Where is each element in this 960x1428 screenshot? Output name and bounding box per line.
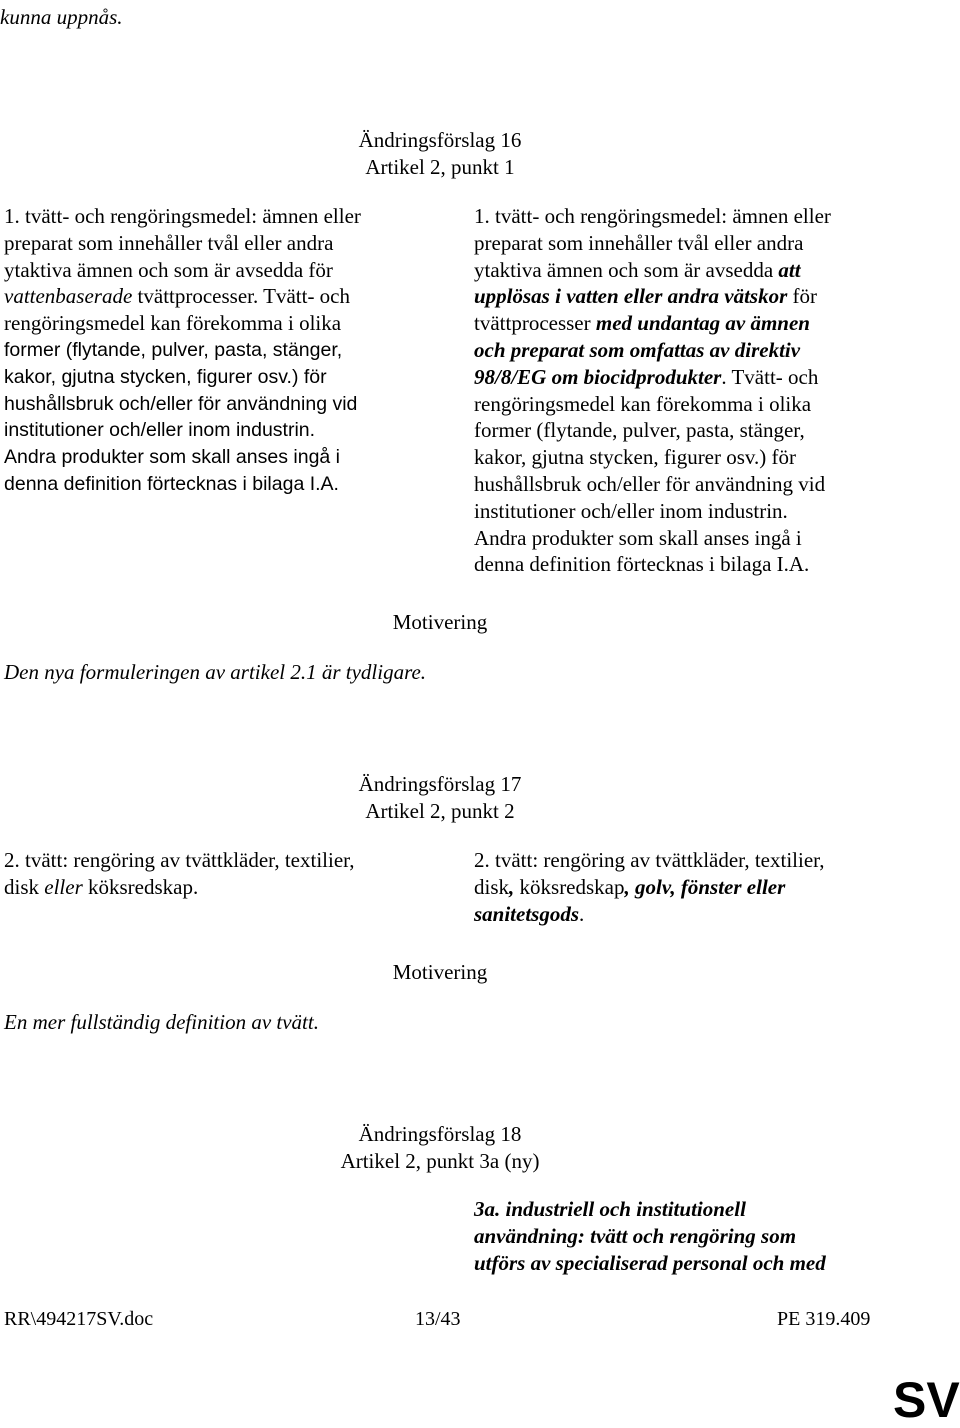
amendment-heading: Ändringsförslag 16 <box>358 128 522 152</box>
inserted-text: att <box>778 257 801 282</box>
inserted-text: sanitetsgods <box>474 901 580 926</box>
text-line <box>4 283 361 310</box>
justification-text-span: Den nya formuleringen av artikel 2.1 är tydligare. <box>4 660 427 684</box>
amendment-heading: Ändringsförslag 17 <box>358 772 522 796</box>
inserted-text: , <box>509 874 515 899</box>
article-reference: Artikel 2, punkt 3a (ny) <box>340 1148 540 1173</box>
text-line <box>474 874 825 901</box>
inserted-text: 3a. industriell och institutionell <box>474 1197 746 1221</box>
text-line: former (flytande, pulver, pasta, stänger, <box>474 418 805 443</box>
text-line: ytaktiva ämnen och som är avsedda för <box>4 257 333 282</box>
footer-page-number: 13/43 <box>415 1308 461 1330</box>
original-text-column <box>4 203 361 498</box>
text-line <box>474 901 825 928</box>
justification-heading-text: Motivering <box>392 960 488 984</box>
text-line: 1. tvätt- och rengöringsmedel: ämnen eller <box>4 204 361 228</box>
text-line <box>474 283 831 310</box>
text-span: köksredskap <box>514 874 625 899</box>
text-line: hushållsbruk och/eller för användning vid <box>4 392 358 415</box>
text-line: institutioner och/eller inom industrin. <box>474 498 788 523</box>
carried-over-fragment: kunna uppnås. <box>0 5 123 29</box>
text-line <box>474 257 831 284</box>
article-reference: Artikel 2, punkt 1 <box>365 154 515 179</box>
justification-heading <box>0 959 880 986</box>
text-span: för <box>787 284 818 309</box>
amendment-heading: Ändringsförslag 18 <box>358 1122 522 1146</box>
text-line: 1. tvätt- och rengöringsmedel: ämnen eller <box>474 204 831 228</box>
deleted-text: vattenbaserade <box>4 284 133 309</box>
footer-pe-reference: PE 319.409 <box>777 1308 871 1330</box>
inserted-text: , golv, fönster eller <box>624 874 786 899</box>
text-line: kakor, gjutna stycken, figurer osv.) för <box>4 365 327 388</box>
text-span: disk <box>474 874 510 899</box>
deleted-text: eller <box>44 874 83 899</box>
text-line: kakor, gjutna stycken, figurer osv.) för <box>474 445 797 470</box>
inserted-text: 98/8/EG om biocidprodukter <box>474 364 722 389</box>
justification-text <box>4 1009 319 1036</box>
text-span: disk <box>4 874 45 899</box>
article-reference: Artikel 2, punkt 2 <box>365 798 515 823</box>
inserted-text: med undantag av ämnen <box>595 311 810 336</box>
text-line: denna definition förtecknas i bilaga I.A. <box>4 472 339 495</box>
text-span: köksredskap. <box>82 874 199 899</box>
text-line: preparat som innehåller tvål eller andra <box>474 230 804 255</box>
text-span: ytaktiva ämnen och som är avsedda <box>474 257 779 282</box>
amendment-18-header <box>0 1121 880 1175</box>
text-line: hushållsbruk och/eller för användning vid <box>474 471 826 496</box>
text-span: tvättprocesser. Tvätt- och <box>132 284 351 309</box>
amended-text-column <box>474 1196 826 1276</box>
carried-over-text <box>0 4 123 31</box>
text-line: rengöringsmedel kan förekomma i olika <box>4 311 342 336</box>
text-line: denna definition förtecknas i bilaga I.A. <box>474 552 810 577</box>
amendment-17-header <box>0 771 880 825</box>
text-span: . Tvätt- och <box>721 364 819 389</box>
text-line: rengöringsmedel kan förekomma i olika <box>474 391 812 416</box>
justification-heading-text: Motivering <box>392 610 488 634</box>
amendment-16-header <box>0 127 880 181</box>
text-line <box>474 310 831 337</box>
language-code: SV <box>893 1372 960 1428</box>
text-line: Andra produkter som skall anses ingå i <box>474 525 802 550</box>
justification-text <box>4 659 426 686</box>
justification-text-span: En mer fullständig definition av tvätt. <box>4 1010 319 1034</box>
inserted-text: och preparat som omfattas av direktiv <box>474 337 801 362</box>
amended-text-column <box>474 847 825 927</box>
text-line <box>474 337 831 364</box>
inserted-text: upplösas i vatten eller andra vätskor <box>474 284 788 309</box>
text-line <box>474 364 831 391</box>
inserted-text: utförs av specialiserad personal och med <box>474 1250 826 1275</box>
inserted-text: användning: tvätt och rengöring som <box>474 1223 797 1248</box>
text-span: tvättprocesser <box>474 311 596 336</box>
text-line: Andra produkter som skall anses ingå i <box>4 446 341 469</box>
text-span: . <box>579 901 585 926</box>
original-text-column <box>4 847 355 901</box>
text-line: preparat som innehåller tvål eller andra <box>4 230 334 255</box>
amended-text-column <box>474 203 831 578</box>
text-line: 2. tvätt: rengöring av tvättkläder, textilier, <box>4 848 355 872</box>
text-line: institutioner och/eller inom industrin. <box>4 419 316 442</box>
text-line: 2. tvätt: rengöring av tvättkläder, textilier, <box>474 848 825 872</box>
justification-heading <box>0 609 880 636</box>
footer-doc-reference: RR\494217SV.doc <box>4 1308 154 1330</box>
text-line: former (flytande, pulver, pasta, stänger, <box>4 338 343 361</box>
text-line <box>4 874 355 901</box>
